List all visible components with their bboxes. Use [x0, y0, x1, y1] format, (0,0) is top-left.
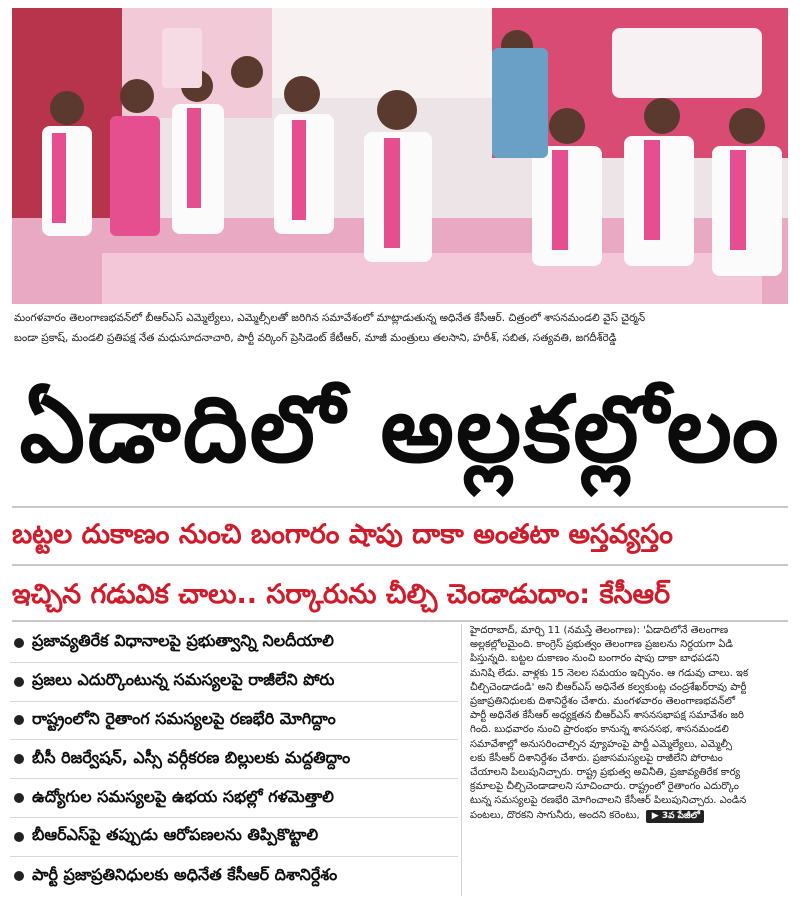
bullet-icon: [14, 793, 24, 803]
photo-caption: [14, 308, 786, 350]
press-meeting-photo: [12, 8, 788, 304]
list-item: [10, 663, 458, 702]
article-line: సమావేశాల్లో అనుసరించాల్సిన వ్యూహంపై పార్టీ ఎమ్మెల్యేలు, ఎమ్మెల్సీ: [470, 738, 733, 750]
press-meeting-photo-icon: [12, 8, 788, 304]
article-line: చీల్చిచెండాడండి' అని బీఆర్‌ఎస్ అధినేత కల్వకుంట్ల చంద్రశేఖర్‌రావు పార్టీ: [470, 681, 747, 693]
article-body: [470, 624, 788, 896]
continued-on-page-link[interactable]: [646, 810, 704, 823]
bullet-icon: [14, 832, 24, 842]
headline: ఏడాదిలో అల్లకల్లోలం: [19, 376, 781, 483]
continued-on-page-label: 3వ పేజీలో: [661, 810, 700, 821]
article-line: క్రమాలపై చీల్చిచెండాడాలని సూచించారు. రాష్ట్రంలో రైతాంగం ఎదుర్కొం: [470, 781, 740, 793]
list-item-text: పార్టీ ప్రజాప్రతినిధులకు అధినేత కేసీఆర్ దిశానిర్దేశం: [32, 864, 338, 884]
article-line: అల్లకల్లోలమైంది. కాంగ్రెస్ ప్రభుత్వం తెలంగాణ ప్రజలను నిర్దయగా ఏడి: [470, 639, 733, 651]
caption-line: బండా ప్రకాష్, మండలి ప్రతిపక్ష నేత మధుసూదనాచారి, పార్టీ వర్కింగ్ ప్రెసిడెంట్ కేటీఆర్, మాజీ మంత్రులు తలసాని, హరీశ్, సబిత, సత్యవతి, జగదీశ్‌రెడ్డి: [14, 332, 617, 344]
bullet-icon: [14, 715, 24, 725]
subheadline-secondary: ఇచ్చిన గడువిక చాలు.. సర్కారును చీల్చి చెండాడుదాం: కేసీఆర్: [12, 579, 671, 610]
article-line: టున్న సమస్యలపై రణభేరి మోగించాలని కేసీఆర్ పిలుపునిచ్చారు. ఎండిన: [470, 795, 747, 807]
list-item-text: బీఆర్‌ఎస్‌పై తప్పుడు ఆరోపణలను తిప్పికొట్టాలి: [32, 825, 319, 845]
article-line: పిస్తున్నది. బట్టల దుకాణం నుంచి బంగారం షాపు దాకా బాధపడని: [470, 653, 720, 665]
article-line: [470, 809, 788, 823]
list-item-text: ప్రజలు ఎదుర్కొంటున్న సమస్యలపై రాజీలేని పోరు: [32, 670, 335, 690]
bullet-icon: [14, 754, 24, 764]
bullet-icon: [14, 638, 24, 648]
list-item: [10, 624, 458, 663]
article-line: ప్రజాప్రతినిధులకు దిశానిర్దేశం చేశారు. మంగళవారం తెలంగాణభవన్‌లో: [470, 696, 736, 708]
list-item-text: రాష్ట్రంలోని రైతాంగ సమస్యలపై రణభేరి మోగిద్దాం: [32, 708, 336, 728]
list-item-text: ఉద్యోగుల సమస్యలపై ఉభయ సభల్లో గళమెత్తాలి: [32, 786, 334, 806]
bullet-icon: [14, 677, 24, 687]
article-line: హైదరాబాద్, మార్చి 11 (నమస్తే తెలంగాణ): 'ఏడాదిలోనే తెలంగాణ: [470, 625, 729, 636]
list-item: [10, 702, 458, 741]
article-line: గింది. బుధవారం నుంచి ప్రారంభం కానున్న శాసనసభ, శాసనమండలి: [470, 724, 729, 736]
divider: [12, 564, 788, 566]
article-line: మనిషి లేడు. వాళ్లకు 15 నెలల సమయం ఇచ్చినం. ఆ గడువు చాలు. ఇక: [470, 667, 749, 679]
caption-line: మంగళవారం తెలంగాణభవన్‌లో బీఆర్‌ఎస్ ఎమ్మెల్యేలు, ఎమ్మెల్సీలతో జరిగిన సమావేశంలో మాట్లాడుతున్న అధినేత కేసీఆర్. చిత్రంలో శాసనమండలి వైస్ చైర్మన్: [14, 312, 646, 324]
list-item: [10, 779, 458, 818]
list-item-text: బీసీ రిజర్వేషన్, ఎస్సీ వర్గీకరణ బిల్లులకు మద్దతిద్దాం: [32, 747, 351, 767]
column-divider: [461, 624, 462, 896]
subheadline-primary: బట్టల దుకాణం నుంచి బంగారం షాపు దాకా అంతటా అస్తవ్యస్తం: [12, 519, 673, 550]
article-line: లకు కేసీఆర్ దిశానిర్దేశం చేశారు. ప్రజాసమస్యలపై రాజీలేని పోరాటం: [470, 752, 723, 764]
list-item: [10, 857, 458, 896]
list-item: [10, 818, 458, 857]
divider: [12, 506, 788, 508]
bullet-icon: [14, 871, 24, 881]
arrow-right-icon: ▶: [651, 810, 659, 821]
divider: [12, 620, 788, 622]
highlights-list: [10, 624, 458, 896]
article-line: పార్టీ అధినేత కేసీఆర్ అధ్యక్షతన బీఆర్‌ఎస్ శాసనసభాపక్ష సమావేశం జరి: [470, 710, 744, 722]
list-item-text: ప్రజావ్యతిరేక విధానాలపై ప్రభుత్వాన్ని నిలదీయాలి: [32, 631, 334, 651]
article-line: చేయాలని పిలుపునిచ్చారు. రాష్ట్ర ప్రభుత్వ అవినీతి, ప్రజావ్యతిరేక కార్య: [470, 767, 741, 779]
list-item: [10, 740, 458, 779]
article-line-text: పంటలు, దొరకని సాగునీరు, అందని కరెంటు,: [470, 809, 640, 821]
